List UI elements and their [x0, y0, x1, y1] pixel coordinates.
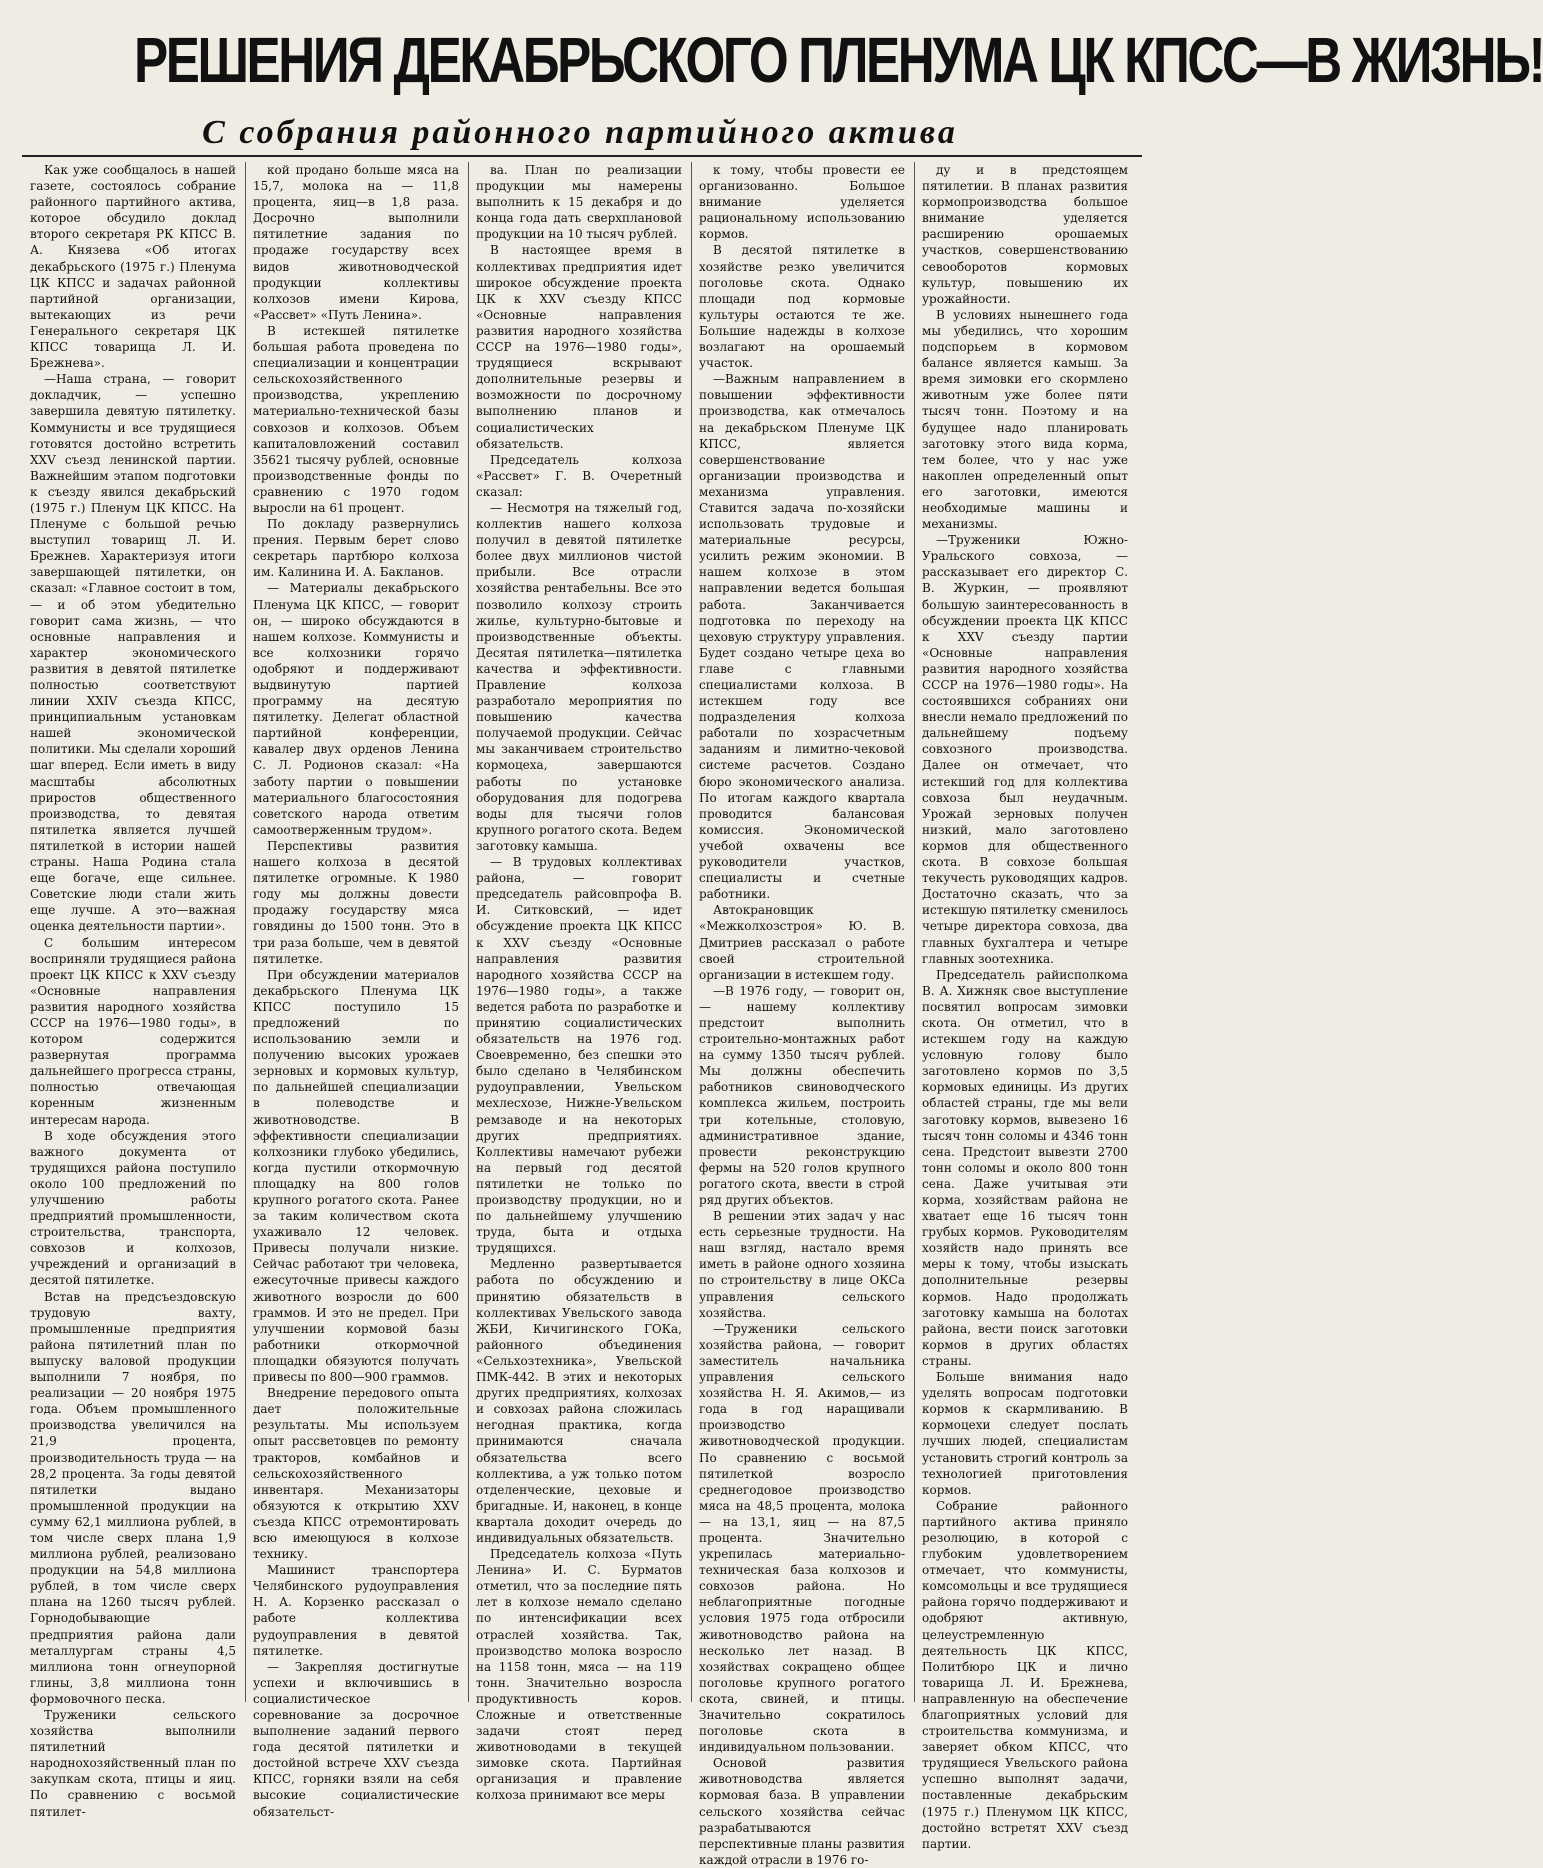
article-column-2: [253, 162, 459, 1819]
paragraph: Председатель колхоза «Рассвет» Г. В. Очеретный сказал:: [476, 452, 682, 499]
paragraph: Труженики сельского хозяйства выполнили пятилетний народнохозяйственный план по закупкам скота, птицы и яиц. По сравнению с восьмой пятилет-: [30, 1708, 236, 1819]
paragraph: Медленно развертывается работа по обсуждению и принятию обязательств в коллективах Увельского завода ЖБИ, Кичигинского ГОКа, районного объединения «Сельхозтехника», Увельской ПМК-442. В этих и некоторых других предприятиях, колхозах и совхозах района сложилась негодная практика, когда принимаются сначала обязательства всего коллектива, а уж только потом отделенческие, цеховые и бригадные. И, наконец, в конце квартала доходит очередь до индивидуальных обязательств.: [476, 1257, 682, 1545]
paragraph: Машинист транспортера Челябинского рудоуправления Н. А. Корзенко рассказал о работе коллектива рудоуправления в девятой пятилетке.: [253, 1563, 459, 1658]
column-divider: [691, 162, 692, 1702]
column-divider: [914, 162, 915, 1702]
paragraph: Основой развития животноводства является кормовая база. В управлении сельского хозяйства сейчас разрабатываются перспективные планы развития каждой отрасли в 1976 го-: [699, 1756, 905, 1867]
paragraph: к тому, чтобы провести ее организованно. Большое внимание уделяется рациональному использованию кормов.: [699, 163, 905, 242]
article-column-4: [699, 162, 905, 1867]
paragraph: В настоящее время в коллективах предприятия идет широкое обсуждение проекта ЦК к XXV съезду КПСС «Основные направления развития народного хозяйства СССР на 1976—1980 годы», трудящиеся вскрывают дополнительные резервы и возможности по досрочному выполнению планов и социалистических обязательств.: [476, 243, 682, 451]
paragraph: В ходе обсуждения этого важного документа от трудящихся района поступило около 100 предложений по улучшению работы предприятий промышленности, строительства, транспорта, совхозов и колхозов, учреждений и организаций в десятой пятилетке.: [30, 1128, 236, 1288]
paragraph: Встав на предсъездовскую трудовую вахту, промышленные предприятия района пятилетний план по выпуску валовой продукции выполнили 7 ноября, по реализации — 20 ноября 1975 года. Объем промышленного производства увеличился на 21,9 процента, производительность труда — на 28,2 процента. За годы девятой пятилетки выдано промышленной продукции на сумму 62,1 миллиона рублей, в том числе сверх плана 1,9 миллиона рублей, реализовано продукции на 54,8 миллиона рублей, в том числе сверх плана на 1260 тысяч рублей. Горнодобывающие предприятия района дали металлургам страны 4,5 миллиона тонн огнеупорной глины, 3,8 миллиона тонн формовочного песка.: [30, 1289, 236, 1706]
paragraph: — Закрепляя достигнутые успехи и включившись в социалистическое соревнование за досрочное выполнение заданий первого года десятой пятилетки и достойной встрече XXV съезда КПСС, горняки взяли на себя высокие социалистические обязательст-: [253, 1659, 459, 1819]
subheadline: С собрания районного партийного актива: [202, 114, 958, 151]
paragraph: Автокрановщик «Межколхозстроя» Ю. В. Дмитриев рассказал о работе своей строительной организации в истекшем году.: [699, 903, 905, 982]
paragraph: Перспективы развития нашего колхоза в десятой пятилетке огромные. К 1980 году мы должны довести продажу государству мяса говядины до 1500 тонн. Это в три раза больше, чем в девятой пятилетке.: [253, 838, 459, 966]
paragraph: Собрание районного партийного актива приняло резолюцию, в которой с глубоким удовлетворением отмечает, что коммунисты, комсомольцы и все трудящиеся района горячо поддерживают и одобряют активную, целеустремленную деятельность ЦК КПСС, Политбюро ЦК и лично товарища Л. И. Брежнева, направленную на обеспечение благоприятных условий для строительства коммунизма, и заверяет обком КПСС, что трудящиеся Увельского района успешно выполнят задачи, поставленные декабрьским (1975 г.) Пленумом ЦК КПСС, достойно встретят XXV съезд партии.: [922, 1498, 1128, 1851]
paragraph: —Важным направлением в повышении эффективности производства, как отмечалось на декабрьском Пленуме ЦК КПСС, является совершенствование организации производства и механизма управления. Ставится задача по-хозяйски использовать трудовые и материальные ресурсы, усилить режим экономии. В нашем колхозе в этом направлении ведется большая работа. Заканчивается подготовка по переходу на цеховую структуру управления. Будет создано четыре цеха во главе с главными специалистами колхоза. В истекшем году все подразделения колхоза работали по хозрасчетным заданиям и лимитно-чековой системе расчетов. Создано бюро экономического анализа. По итогам каждого квартала проводится балансовая комиссия. Экономической учебой охвачены все руководители участков, специалисты и счетные работники.: [699, 372, 905, 902]
paragraph: —В 1976 году, — говорит он, — нашему коллективу предстоит выполнить строительно-монтажных работ на сумму 1350 тысяч рублей. Мы должны обеспечить работников свиноводческого комплекса жильем, построить три котельные, столовую, административное здание, провести реконструкцию фермы на 520 голов крупного рогатого скота, ввести в строй ряд других объектов.: [699, 983, 905, 1207]
column-divider: [468, 162, 469, 1702]
paragraph: При обсуждении материалов декабрьского Пленума ЦК КПСС поступило 15 предложений по использованию земли и получению высоких урожаев зерновых и кормовых культур, по дальнейшей специализации в полеводстве и животноводстве. В эффективности специализации колхозники глубоко убедились, когда пустили откормочную площадку на 800 голов крупного рогатого скота. Ранее за таким количеством скота ухаживало 12 человек. Привесы получали низкие. Сейчас работают три человека, ежесуточные привесы каждого животного возросли до 600 граммов. И это не предел. При улучшении кормовой базы работники откормочной площадки обязуются получать привесы по 800—900 граммов.: [253, 967, 459, 1385]
paragraph: ду и в предстоящем пятилетии. В планах развития кормопроизводства большое внимание уделяется расширению орошаемых участков, совершенствованию севооборотов кормовых культур, повышению их урожайности.: [922, 163, 1128, 306]
paragraph: Председатель райисполкома В. А. Хижняк свое выступление посвятил вопросам зимовки скота. Он отметил, что в истекшем году на каждую условную голову было заготовлено кормов по 3,5 кормовых единицы. Из других областей страны, где мы вели заготовку кормов, вывезено 16 тысяч тонн соломы и 4346 тонн сена. Предстоит вывезти 2700 тонн соломы и около 800 тонн сена. Даже учитывая эти корма, хозяйствам района не хватает еще 16 тысяч тонн грубых кормов. Руководителям хозяйств надо принять все меры к тому, чтобы изыскать дополнительные резервы кормов. Надо продолжать заготовку камыша на болотах района, вести поиск заготовки кормов в других областях страны.: [922, 967, 1128, 1368]
headline: РЕШЕНИЯ ДЕКАБРЬСКОГО ПЛЕНУМА ЦК КПСС—В ЖИЗНЬ!: [134, 24, 1543, 96]
article-column-5: [922, 162, 1128, 1851]
paragraph: В истекшей пятилетке большая работа проведена по специализации и концентрации сельскохозяйственного производства, укреплению материально-технической базы совхозов и колхозов. Объем капиталовложений составил 35621 тысячу рублей, основные производственные фонды по сравнению с 1970 годом выросли на 61 процент.: [253, 323, 459, 515]
paragraph: По докладу развернулись прения. Первым берет слово секретарь партбюро колхоза им. Калинина И. А. Бакланов.: [253, 517, 459, 580]
paragraph: Как уже сообщалось в нашей газете, состоялось собрание районного партийного актива, которое обсудило доклад второго секретаря РК КПСС В. А. Князева «Об итогах декабрьского (1975 г.) Пленума ЦК КПСС и задачах районной партийной организации, вытекающих из речи Генерального секретаря ЦК КПСС товарища Л. И. Брежнева».: [30, 163, 236, 371]
paragraph: кой продано больше мяса на 15,7, молока на — 11,8 процента, яиц—в 1,8 раза. Досрочно выполнили пятилетние задания по продаже государству всех видов животноводческой продукции коллективы колхозов имени Кирова, «Рассвет» «Путь Ленина».: [253, 163, 459, 322]
column-divider: [245, 162, 246, 1702]
paragraph: — В трудовых коллективах района, — говорит председатель райсовпрофа В. И. Ситковский, — идет обсуждение проекта ЦК КПСС к XXV съезду «Основные направления развития народного хозяйства СССР на 1976—1980 годы», а также ведется работа по разработке и принятию социалистических обязательств на 1976 год. Своевременно, без спешки это было сделано в Челябинском рудоуправлении, Увельском мехлесхозе, Нижне-Увельском ремзаводе и на некоторых других предприятиях. Коллективы намечают рубежи на первый год десятой пятилетки не только по производству продукции, но и по дальнейшему улучшению труда, быта и отдыха трудящихся.: [476, 855, 682, 1256]
paragraph: Больше внимания надо уделять вопросам подготовки кормов к скармливанию. В кормоцехи следует послать лучших людей, специалистам установить строгий контроль за технологией приготовления кормов.: [922, 1370, 1128, 1497]
paragraph: С большим интересом восприняли трудящиеся района проект ЦК КПСС к XXV съезду «Основные направления развития народного хозяйства СССР на 1976—1980 годы», в котором содержится развернутая программа дальнейшего прогресса страны, полностью отвечающая коренным жизненным интересам народа.: [30, 935, 236, 1127]
paragraph: —Труженики Южно-Уральского совхоза, — рассказывает его директор С. В. Журкин, — проявляют большую заинтересованность в обсуждении проекта ЦК КПСС к XXV съезду партии «Основные направления развития народного хозяйства СССР на 1976—1980 годы». На состоявшихся собраниях они внесли немало предложений по дальнейшему подъему совхозного производства. Далее он отмечает, что истекший год для коллектива совхоза был неудачным. Урожай зерновых получен низкий, мало заготовлено кормов для общественного скота. В совхозе большая текучесть руководящих кадров. Достаточно сказать, что за истекшую пятилетку сменилось четыре директора совхоза, два главных бухгалтера и четыре главных зоотехника.: [922, 533, 1128, 966]
paragraph: —Труженики сельского хозяйства района, — говорит заместитель начальника управления сельского хозяйства Н. Я. Акимов,— из года в год наращивали производство животноводческой продукции. По сравнению с восьмой пятилеткой возросло среднегодовое производство мяса на 48,5 процента, молока — на 13,1, яиц — на 87,5 процента. Значительно укрепилась материально-техническая база колхозов и совхозов района. Но неблагоприятные погодные условия 1975 года отбросили животноводство района на несколько лет назад. В хозяйствах сокращено общее поголовье крупного рогатого скота, свиней, и птицы. Значительно сократилось поголовье скота в индивидуальном пользовании.: [699, 1321, 905, 1755]
paragraph: Председатель колхоза «Путь Ленина» И. С. Бурматов отметил, что за последние пять лет в колхозе немало сделано по интенсификации всех отраслей хозяйства. Так, производство молока возросло на 1158 тонн, мяса — на 119 тонн. Значительно возросла продуктивность коров. Сложные и ответственные задачи стоят перед животноводами в текущей зимовке скота. Партийная организация и правление колхоза принимают все меры: [476, 1547, 682, 1803]
paragraph: — Несмотря на тяжелый год, коллектив нашего колхоза получил в девятой пятилетке более двух миллионов чистой прибыли. Все отрасли хозяйства рентабельны. Все это позволило колхозу строить жилье, культурно-бытовые и производственные объекты. Десятая пятилетка—пятилетка качества и эффективности. Правление колхоза разработало мероприятия по повышению качества получаемой продукции. Сейчас мы заканчиваем строительство кормоцеха, завершаются работы по установке оборудования для подогрева воды для тысячи голов крупного рогатого скота. Ведем заготовку камыша.: [476, 500, 682, 853]
paragraph: В десятой пятилетке в хозяйстве резко увеличится поголовье скота. Однако площади под кормовые культуры остаются те же. Большие надежды в колхозе возлагают на орошаемый участок.: [699, 243, 905, 371]
header-rule: [22, 155, 1142, 157]
article-column-3: [476, 162, 682, 1803]
paragraph: Внедрение передового опыта дает положительные результаты. Мы используем опыт рассветовцев по ремонту тракторов, комбайнов и сельскохозяйственного инвентаря. Механизаторы обязуются к открытию XXV съезда КПСС отремонтировать всю имеющуюся в колхозе технику.: [253, 1386, 459, 1562]
paragraph: ва. План по реализации продукции мы намерены выполнить к 15 декабря и до конца года дать сверхплановой продукции на 10 тысяч рублей.: [476, 163, 682, 242]
paragraph: В решении этих задач у нас есть серьезные трудности. На наш взгляд, настало время иметь в районе одного хозяина по строительству в лице ОКСа управления сельского хозяйства.: [699, 1209, 905, 1320]
paragraph: — Материалы декабрьского Пленума ЦК КПСС, — говорит он, — широко обсуждаются в нашем колхозе. Коммунисты и все колхозники горячо одобряют и поддерживают выдвинутую партией программу на десятую пятилетку. Делегат областной партийной конференции, кавалер двух орденов Ленина С. Л. Родионов сказал: «На заботу партии о повышении материального благосостояния советского народа ответим самоотверженным трудом».: [253, 581, 459, 837]
paragraph: В условиях нынешнего года мы убедились, что хорошим подспорьем в кормовом балансе является камыш. За время зимовки его скормлено животным уже более пяти тысяч тонн. Поэтому и на будущее надо планировать заготовку этого вида корма, тем более, что у нас уже накоплен определенный опыт его заготовки, имеются необходимые машины и механизмы.: [922, 307, 1128, 532]
article-column-1: [30, 162, 236, 1819]
paragraph: —Наша страна, — говорит докладчик, — успешно завершила девятую пятилетку. Коммунисты и все трудящиеся готовятся достойно встретить XXV съезд ленинской партии. Важнейшим этапом подготовки к съезду явился декабрьский (1975 г.) Пленум ЦК КПСС. На Пленуме с большой речью выступил товарищ Л. И. Брежнев. Характеризуя итоги завершающей пятилетки, он сказал: «Главное состоит в том, — и об этом убедительно говорит сама жизнь, — что основные направления и характер экономического развития в девятой пятилетке полностью соответствуют линии XXIV съезда КПСС, принципиальным установкам нашей экономической политики. Мы сделали хороший шаг вперед. Если иметь в виду масштабы абсолютных приростов общественного производства, то девятая пятилетка является лучшей пятилеткой в истории нашей страны. Наша Родина стала еще богаче, еще сильнее. Советские люди стали жить еще лучше. А это—важная оценка деятельности партии».: [30, 372, 236, 934]
